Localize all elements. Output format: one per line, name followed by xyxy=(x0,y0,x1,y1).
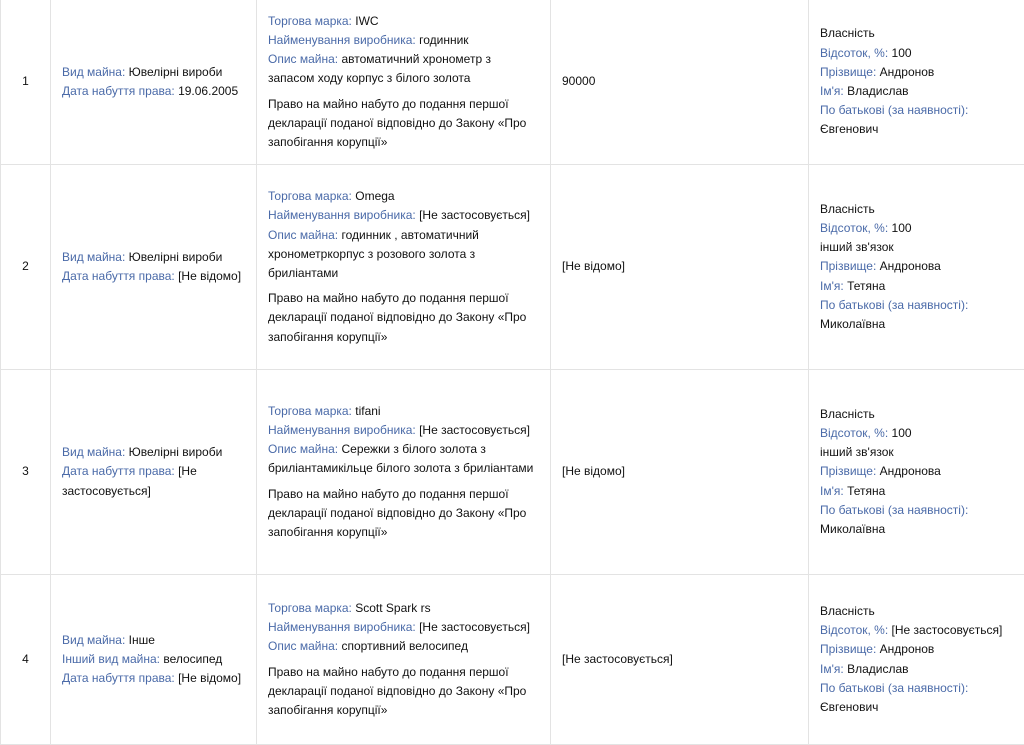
property-type-value: Ювелірні вироби xyxy=(129,250,223,264)
property-type-label: Вид майна: xyxy=(62,250,125,264)
acquisition-date-label: Дата набуття права: xyxy=(62,84,175,98)
table-row xyxy=(1,575,1024,745)
description-value: годинник , автоматичний хронометркорпус з розового золота з брилiантами xyxy=(268,228,479,280)
acquisition-date-label: Дата набуття права: xyxy=(62,464,175,478)
row-number: 1 xyxy=(1,0,51,165)
brand-value: Scott Spark rs xyxy=(355,601,430,615)
description-value: спортивний велосипед xyxy=(341,639,467,653)
property-info-cell xyxy=(51,165,257,370)
surname-value: Андронова xyxy=(880,259,941,273)
manufacturer-value: годинник xyxy=(419,33,468,47)
row-number: 2 xyxy=(1,165,51,370)
name-value: Владислав xyxy=(847,662,908,676)
brand-value: IWC xyxy=(355,14,378,28)
surname-value: Андронов xyxy=(880,642,935,656)
description-value: Сережки з білого золота з брилiантамикільце білого золота з брилiантами xyxy=(268,442,533,475)
name-value: Тетяна xyxy=(847,484,885,498)
acquisition-date-label: Дата набуття права: xyxy=(62,671,175,685)
manufacturer-value: [Не застосовується] xyxy=(419,620,530,634)
description-cell xyxy=(257,0,551,165)
relation-value: інший зв'язок xyxy=(820,443,1023,462)
owner-cell xyxy=(809,165,1024,370)
name-label: Ім'я: xyxy=(820,484,844,498)
property-type-value: Ювелірні вироби xyxy=(129,445,223,459)
brand-label: Торгова марка: xyxy=(268,189,352,203)
name-value: Тетяна xyxy=(847,279,885,293)
description-cell xyxy=(257,370,551,575)
property-type-label: Вид майна: xyxy=(62,445,125,459)
share-value: 100 xyxy=(892,221,912,235)
share-value: 100 xyxy=(892,46,912,60)
brand-label: Торгова марка: xyxy=(268,404,352,418)
acquisition-date-value: [Не застосовується] xyxy=(62,464,197,497)
other-property-type-label: Інший вид майна: xyxy=(62,652,160,666)
name-value: Владислав xyxy=(847,84,908,98)
property-type-label: Вид майна: xyxy=(62,633,125,647)
patronymic-value: Євгенович xyxy=(820,700,878,714)
surname-label: Прізвище: xyxy=(820,464,876,478)
description-label: Опис майна: xyxy=(268,228,338,242)
owner-cell xyxy=(809,370,1024,575)
manufacturer-value: [Не застосовується] xyxy=(419,423,530,437)
ownership-type: Власність xyxy=(820,24,1023,43)
patronymic-label: По батькові (за наявності): xyxy=(820,681,968,695)
property-type-value: Інше xyxy=(129,633,155,647)
description-label: Опис майна: xyxy=(268,442,338,456)
acquisition-date-value: 19.06.2005 xyxy=(178,84,238,98)
acquisition-note: Право на майно набуто до подання першої декларації поданої відповідно до Закону «Про запобігання корупції» xyxy=(268,95,539,153)
manufacturer-label: Найменування виробника: xyxy=(268,208,416,222)
manufacturer-label: Найменування виробника: xyxy=(268,620,416,634)
property-type-label: Вид майна: xyxy=(62,65,125,79)
owner-cell xyxy=(809,575,1024,745)
surname-label: Прізвище: xyxy=(820,642,876,656)
acquisition-date-label: Дата набуття права: xyxy=(62,269,175,283)
description-label: Опис майна: xyxy=(268,639,338,653)
description-cell xyxy=(257,165,551,370)
acquisition-note: Право на майно набуто до подання першої декларації поданої відповідно до Закону «Про запобігання корупції» xyxy=(268,663,539,721)
patronymic-label: По батькові (за наявності): xyxy=(820,103,968,117)
patronymic-value: Миколаївна xyxy=(820,522,885,536)
surname-label: Прізвище: xyxy=(820,259,876,273)
brand-label: Торгова марка: xyxy=(268,601,352,615)
share-value: 100 xyxy=(892,426,912,440)
manufacturer-value: [Не застосовується] xyxy=(419,208,530,222)
name-label: Ім'я: xyxy=(820,84,844,98)
manufacturer-label: Найменування виробника: xyxy=(268,423,416,437)
patronymic-label: По батькові (за наявності): xyxy=(820,503,968,517)
name-label: Ім'я: xyxy=(820,279,844,293)
owner-cell xyxy=(809,0,1024,165)
brand-value: tifani xyxy=(355,404,380,418)
property-type-value: Ювелірні вироби xyxy=(129,65,223,79)
table-row xyxy=(1,370,1024,575)
acquisition-date-value: [Не відомо] xyxy=(178,671,241,685)
ownership-type: Власність xyxy=(820,405,1023,424)
acquisition-date-value: [Не відомо] xyxy=(178,269,241,283)
acquisition-note: Право на майно набуто до подання першої декларації поданої відповідно до Закону «Про запобігання корупції» xyxy=(268,289,539,347)
share-label: Відсоток, %: xyxy=(820,46,888,60)
brand-value: Omega xyxy=(355,189,394,203)
ownership-type: Власність xyxy=(820,200,1023,219)
description-value: автоматичний хронометр з запасом ходу корпус з білого золота xyxy=(268,52,491,85)
cost-cell: [Не застосовується] xyxy=(551,575,809,745)
cost-cell: 90000 xyxy=(551,0,809,165)
table-row xyxy=(1,165,1024,370)
description-label: Опис майна: xyxy=(268,52,338,66)
surname-value: Андронов xyxy=(880,65,935,79)
row-number: 3 xyxy=(1,370,51,575)
patronymic-value: Євгенович xyxy=(820,122,878,136)
relation-value: інший зв'язок xyxy=(820,238,1023,257)
surname-value: Андронова xyxy=(880,464,941,478)
share-label: Відсоток, %: xyxy=(820,221,888,235)
cost-cell: [Не відомо] xyxy=(551,370,809,575)
ownership-type: Власність xyxy=(820,602,1023,621)
surname-label: Прізвище: xyxy=(820,65,876,79)
name-label: Ім'я: xyxy=(820,662,844,676)
patronymic-value: Миколаївна xyxy=(820,317,885,331)
manufacturer-label: Найменування виробника: xyxy=(268,33,416,47)
cost-cell: [Не відомо] xyxy=(551,165,809,370)
property-info-cell xyxy=(51,575,257,745)
acquisition-note: Право на майно набуто до подання першої декларації поданої відповідно до Закону «Про запобігання корупції» xyxy=(268,485,539,543)
share-label: Відсоток, %: xyxy=(820,623,888,637)
row-number: 4 xyxy=(1,575,51,745)
patronymic-label: По батькові (за наявності): xyxy=(820,298,968,312)
brand-label: Торгова марка: xyxy=(268,14,352,28)
property-info-cell xyxy=(51,370,257,575)
share-value: [Не застосовується] xyxy=(892,623,1003,637)
property-info-cell xyxy=(51,0,257,165)
description-cell xyxy=(257,575,551,745)
share-label: Відсоток, %: xyxy=(820,426,888,440)
other-property-type-value: велосипед xyxy=(163,652,222,666)
table-row xyxy=(1,0,1024,165)
